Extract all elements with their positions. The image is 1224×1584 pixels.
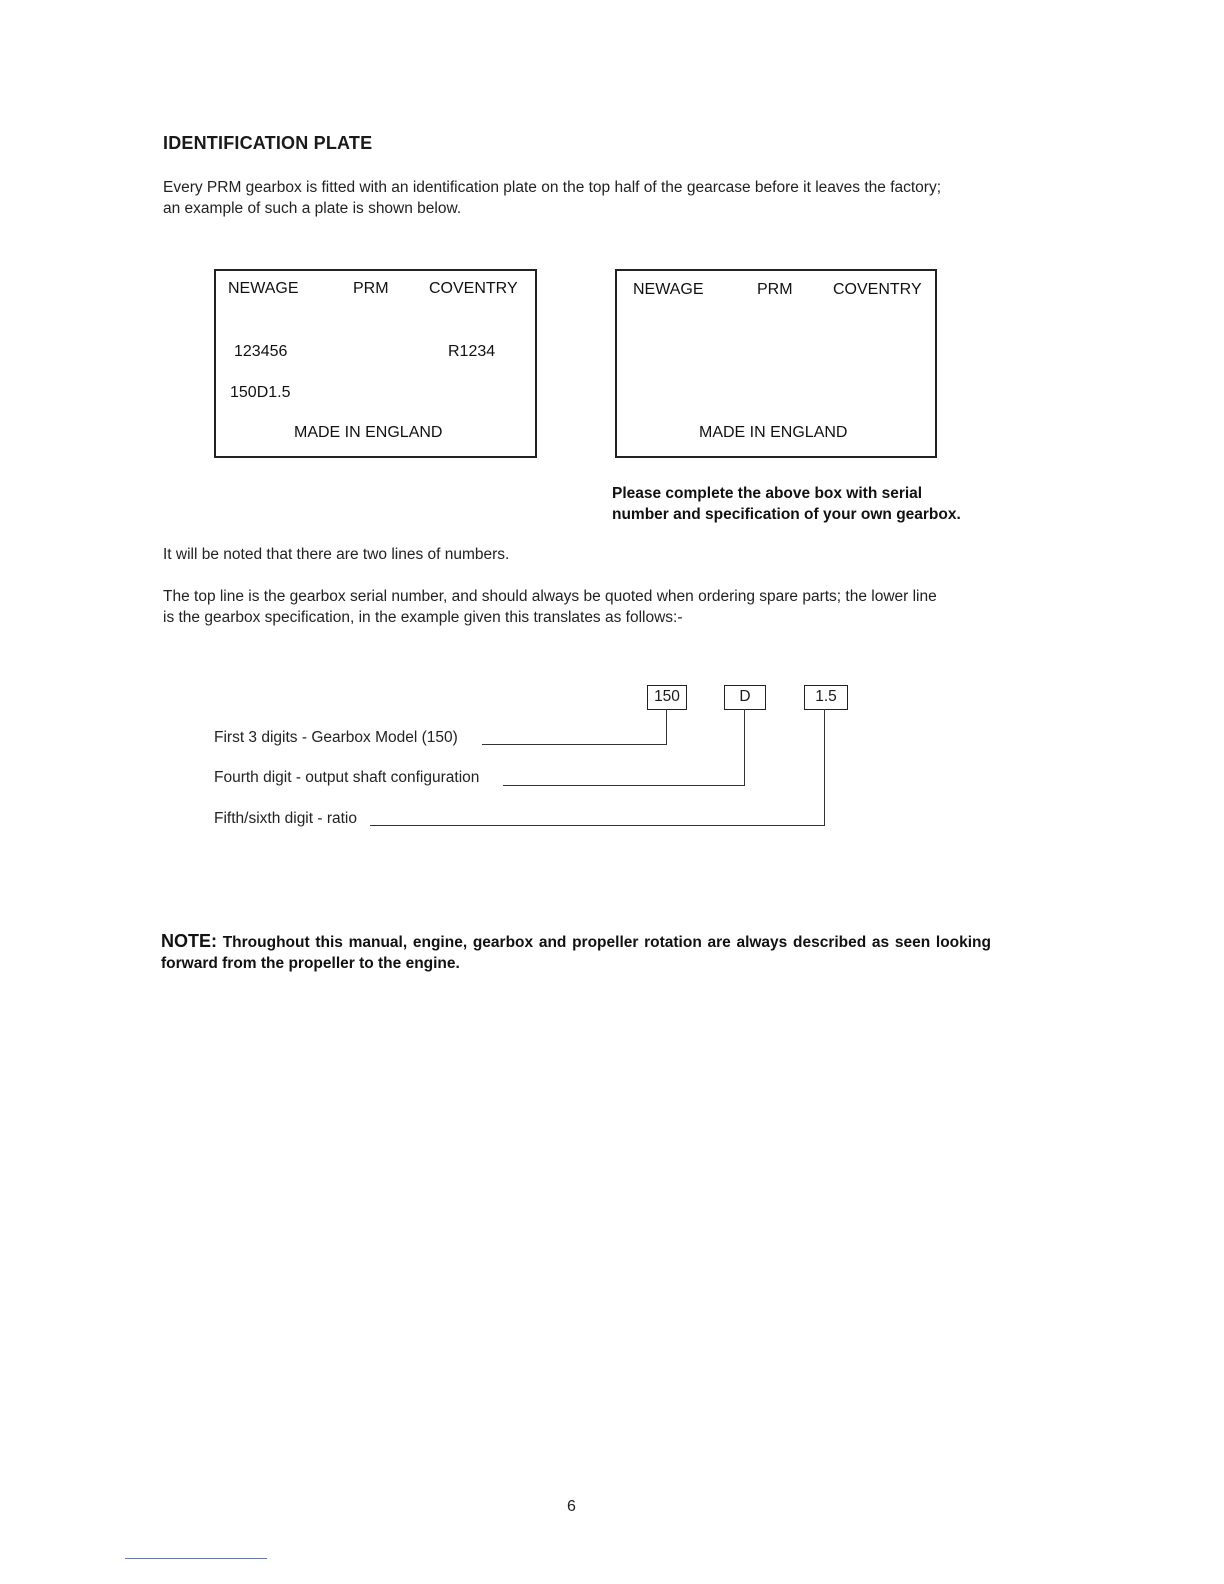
plate-maker: NEWAGE	[228, 280, 299, 297]
leader-line-model-v	[666, 709, 667, 745]
leader-line-shaft-v	[744, 709, 745, 786]
note-label: NOTE:	[161, 931, 217, 951]
code-box-shaft: D	[724, 685, 766, 710]
plate-origin: MADE IN ENGLAND	[699, 424, 848, 441]
plate-origin: MADE IN ENGLAND	[294, 424, 443, 441]
plate-specification: 150D1.5	[230, 384, 291, 401]
plate-brand: PRM	[353, 280, 389, 297]
two-lines-paragraph: It will be noted that there are two lines of numbers.	[163, 546, 510, 563]
identification-plate-blank	[615, 269, 937, 458]
intro-line-1: Every PRM gearbox is fitted with an identification plate on the top half of the gearcase before it leaves the factory;	[163, 179, 942, 196]
plate-serial-number: 123456	[234, 343, 288, 360]
plate-city: COVENTRY	[429, 280, 518, 297]
page-number: 6	[567, 1498, 576, 1515]
code-box-model: 150	[647, 685, 687, 710]
plate-reference: R1234	[448, 343, 496, 360]
label-shaft-digit: Fourth digit - output shaft configuration	[214, 769, 480, 786]
section-heading: IDENTIFICATION PLATE	[163, 133, 373, 153]
note-paragraph	[161, 931, 991, 974]
caption-line-2: number and specification of your own gearbox.	[612, 506, 961, 523]
identification-plate-example	[214, 269, 537, 458]
code-box-ratio: 1.5	[804, 685, 848, 710]
plate-brand: PRM	[757, 281, 793, 298]
leader-line-ratio-v	[824, 709, 825, 826]
label-model-digits: First 3 digits - Gearbox Model (150)	[214, 729, 458, 746]
plate-caption	[612, 483, 961, 525]
leader-line-ratio-h	[370, 825, 825, 826]
intro-line-2: an example of such a plate is shown below.	[163, 200, 462, 217]
serial-spec-paragraph	[163, 586, 1013, 628]
leader-line-shaft-h	[503, 785, 745, 786]
serial-spec-line-1: The top line is the gearbox serial number, and should always be quoted when ordering spare parts; the lower line	[163, 588, 937, 605]
plate-maker: NEWAGE	[633, 281, 704, 298]
plate-city: COVENTRY	[833, 281, 922, 298]
caption-line-1: Please complete the above box with serial	[612, 485, 923, 502]
label-ratio-digits: Fifth/sixth digit - ratio	[214, 810, 357, 827]
note-text: Throughout this manual, engine, gearbox and propeller rotation are always described as seen looking forward from the propeller to the engine.	[161, 934, 991, 972]
serial-spec-line-2: is the gearbox specification, in the example given this translates as follows:-	[163, 609, 683, 626]
intro-paragraph	[163, 177, 1013, 219]
footer-rule	[125, 1558, 267, 1559]
leader-line-model-h	[482, 744, 667, 745]
